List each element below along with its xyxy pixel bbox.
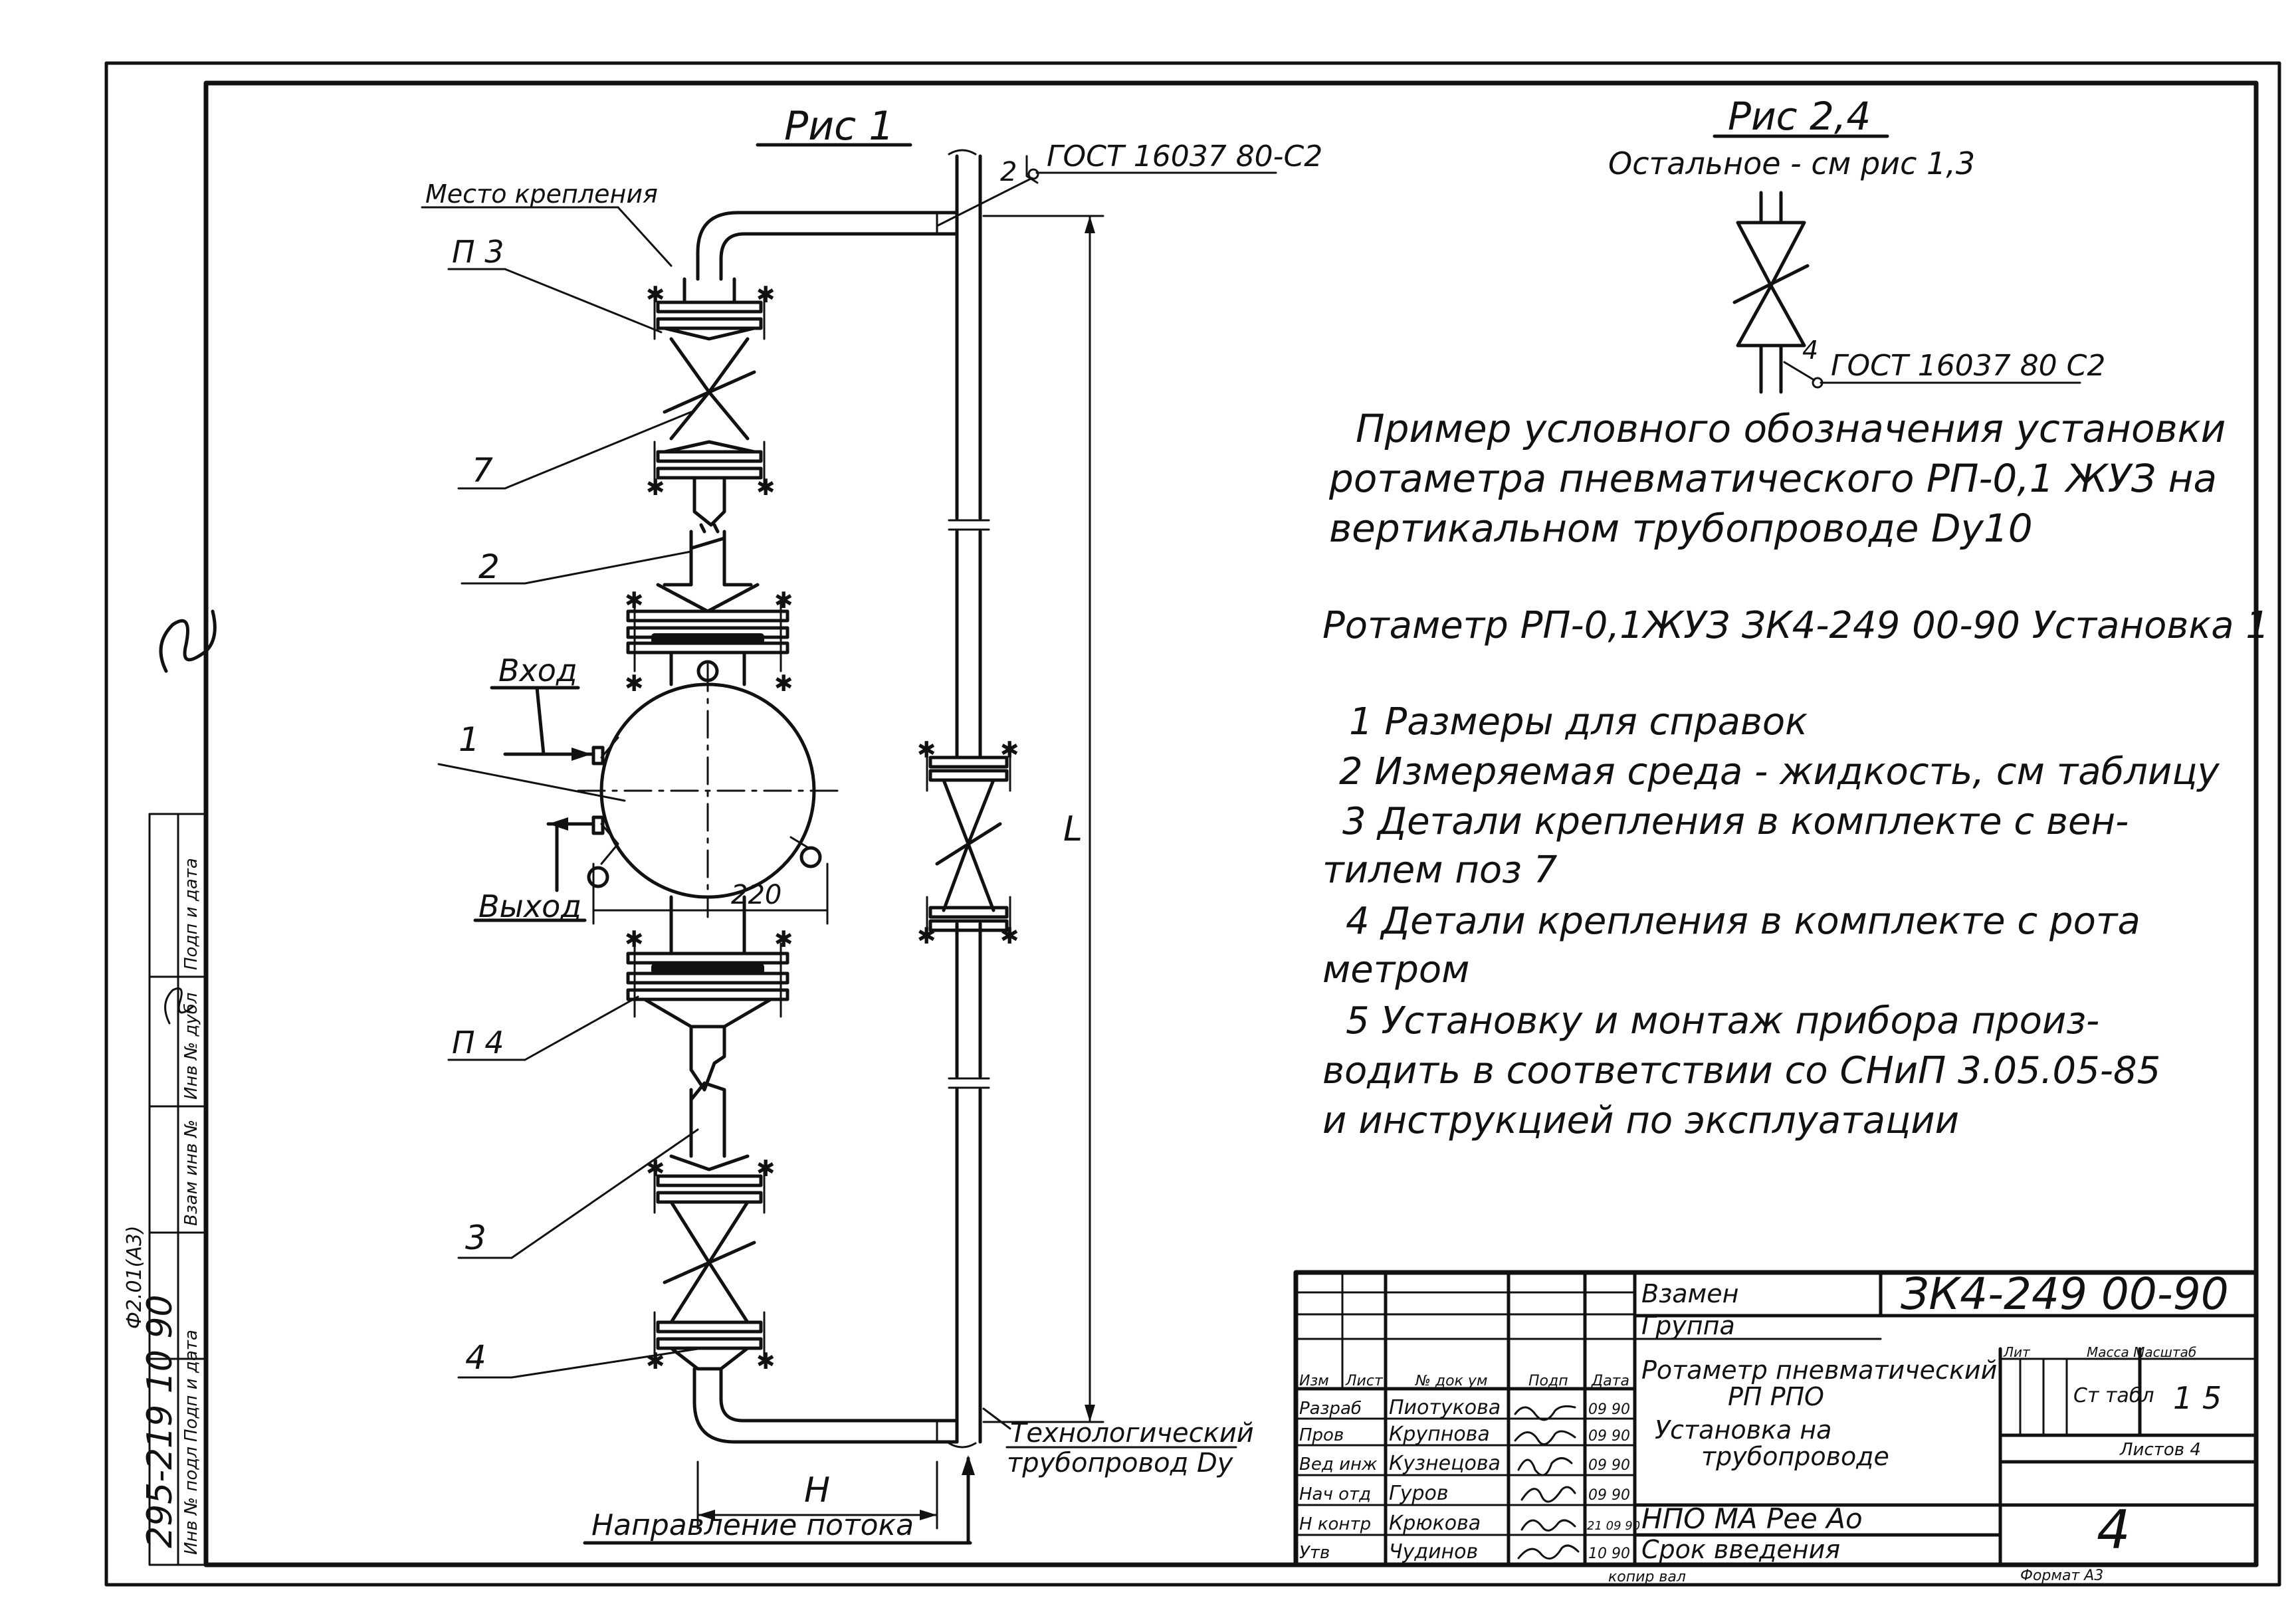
- tb-copy: копир вал: [1608, 1569, 1686, 1585]
- fig2-gost-num: 4: [1802, 336, 1819, 365]
- label-mount: Место крепления: [425, 179, 658, 209]
- svg-text:✱: ✱: [625, 926, 644, 953]
- svg-text:✱: ✱: [1000, 737, 1019, 763]
- tb-name-5: Чудинов: [1389, 1540, 1479, 1563]
- stamp-label-2: Взам инв №: [181, 1120, 201, 1226]
- tb-name-0: Пиотукова: [1389, 1396, 1501, 1419]
- svg-text:✱: ✱: [1000, 923, 1019, 950]
- svg-text:✱: ✱: [625, 587, 644, 614]
- process-pipe: [917, 150, 1019, 1447]
- tb-col-3: Подп: [1528, 1373, 1568, 1389]
- svg-text:✱: ✱: [646, 282, 665, 308]
- note-8: и инструкцией по эксплуатации: [1322, 1099, 1960, 1142]
- fig1-title: Рис 1: [784, 103, 894, 150]
- label-flow: Направление потока: [591, 1508, 914, 1542]
- nipple-3: [691, 1083, 724, 1156]
- upper-valve: [646, 279, 776, 532]
- tb-name-4: Крюкова: [1389, 1512, 1481, 1535]
- tb-col-0: Изм: [1299, 1373, 1329, 1389]
- signature-row-2: [1518, 1459, 1572, 1476]
- tb-role-1: Пров: [1299, 1425, 1344, 1445]
- rotameter-upper-flange: [625, 585, 793, 697]
- dim-H: Н: [804, 1470, 831, 1510]
- stamp-label-3: Инв № дубл: [181, 992, 201, 1100]
- tb-date-4: 21 09 90: [1587, 1519, 1641, 1533]
- note-3: тилем поз 7: [1322, 849, 1558, 892]
- tb-date-1: 09 90: [1588, 1428, 1630, 1445]
- tb-gruppa: Группа: [1641, 1311, 1735, 1340]
- fig2-gost-tag: ГОСТ 16037 80 С2: [1831, 349, 2106, 383]
- svg-text:✱: ✱: [646, 1156, 665, 1182]
- tb-format: Формат А3: [2020, 1567, 2104, 1584]
- dim-L: L: [1063, 809, 1083, 849]
- tb-name-line-2: Установка на: [1655, 1415, 1832, 1445]
- label-inlet: Вход: [498, 653, 577, 688]
- label-pipe-1: Технологический: [1010, 1418, 1254, 1449]
- tb-name-1: Крупнова: [1389, 1423, 1490, 1446]
- tb-date-5: 10 90: [1588, 1546, 1630, 1562]
- fig2-valve: [1734, 193, 1808, 392]
- label-2: 2: [478, 548, 500, 586]
- svg-text:✱: ✱: [756, 282, 776, 308]
- tb-date-3: 09 90: [1588, 1487, 1630, 1504]
- tb-name-2: Кузнецова: [1389, 1452, 1501, 1475]
- fig1-gost-num: 2: [1000, 157, 1017, 187]
- signature-row-5: [1518, 1546, 1578, 1559]
- side-stamp: [123, 611, 215, 1565]
- signature-row-1: [1515, 1431, 1575, 1445]
- label-p4: П 4: [452, 1025, 504, 1060]
- label-outlet: Выход: [478, 888, 582, 924]
- label-7: 7: [472, 451, 493, 490]
- tb-vzamen: Взамен: [1641, 1279, 1739, 1308]
- tb-role-3: Нач отд: [1299, 1484, 1372, 1504]
- note-7: водить в соответствии со СНиП 3.05.05-85: [1322, 1049, 2161, 1092]
- stamp-date: 19 10 90: [140, 1294, 180, 1449]
- tb-date-2: 09 90: [1588, 1457, 1630, 1474]
- note-0: 1 Размеры для справок: [1349, 700, 1808, 744]
- tb-scale: 1 5: [2173, 1380, 2222, 1416]
- svg-text:✱: ✱: [756, 474, 776, 501]
- tb-name-line-0: Ротаметр пневматический: [1641, 1356, 1998, 1385]
- note-2: 3 Детали крепления в комплекте с вен-: [1342, 800, 2129, 843]
- tb-role-0: Разраб: [1299, 1399, 1362, 1419]
- note-5: метром: [1322, 948, 1470, 991]
- rotameter-lower-flange: [625, 897, 793, 1090]
- note-1: 2 Измеряемая среда - жидкость, см таблицу: [1339, 750, 2220, 793]
- tb-name-line-3: трубопроводе: [1701, 1442, 1889, 1471]
- fig1-gost-tag: ГОСТ 16037 80-С2: [1047, 140, 1323, 173]
- stamp-inv: 295-2: [140, 1447, 180, 1548]
- note-4: 4 Детали крепления в комплекте с рота: [1346, 900, 2140, 943]
- fig2-subtitle: Остальное - см рис 1,3: [1608, 146, 1976, 181]
- tb-stage: Ст табл: [2073, 1384, 2154, 1407]
- signature-row-3: [1522, 1487, 1575, 1502]
- tb-sheets-label: Листов 4: [2120, 1440, 2201, 1460]
- svg-text:✱: ✱: [646, 1348, 665, 1375]
- label-4: 4: [465, 1338, 486, 1377]
- stamp-label-4: Подп и дата: [181, 858, 201, 970]
- tb-org: НПО МА Рее Ао: [1641, 1502, 1863, 1535]
- lower-valve: [646, 1156, 776, 1375]
- upper-bend: [698, 213, 957, 279]
- note-6: 5 Установку и монтаж прибора произ-: [1346, 999, 2100, 1043]
- svg-text:✱: ✱: [774, 926, 793, 953]
- tb-name-3: Гуров: [1389, 1482, 1449, 1505]
- tb-sheet-number: 4: [2097, 1499, 2131, 1561]
- signature-row-4: [1522, 1520, 1575, 1530]
- tb-doc-code: ЗК4-249 00-90: [1901, 1268, 2229, 1320]
- example-line-1: ротаметра пневматического РП-0,1 ЖУЗ на: [1329, 456, 2217, 501]
- tb-name-line-1: РП РПО: [1728, 1382, 1824, 1411]
- stamp-label-0: Инв № подл: [181, 1447, 201, 1555]
- label-p3: П 3: [452, 234, 504, 270]
- tb-col-2: № док ум: [1415, 1373, 1488, 1389]
- label-3: 3: [465, 1219, 486, 1257]
- svg-text:✱: ✱: [625, 670, 644, 697]
- fig2-title: Рис 2,4: [1728, 94, 1871, 139]
- nipple-2: [691, 532, 724, 585]
- tb-lit-label: Лит: [2004, 1344, 2030, 1360]
- tb-role-5: Утв: [1299, 1543, 1330, 1563]
- lower-bend: [694, 1369, 957, 1442]
- dim-220: 220: [731, 880, 782, 910]
- svg-text:✱: ✱: [774, 587, 793, 614]
- tb-role-4: Н контр: [1299, 1514, 1372, 1534]
- tb-srok: Срок введения: [1641, 1535, 1841, 1564]
- svg-text:✱: ✱: [774, 670, 793, 697]
- example-line-2: вертикальном трубопроводе Dу10: [1329, 506, 2033, 551]
- stamp-form: Ф2.01(А3): [123, 1225, 146, 1329]
- label-pipe-2: трубопровод Dу: [1007, 1448, 1233, 1478]
- tb-sheet-header: Масса Масштаб: [2087, 1344, 2197, 1360]
- tb-date-0: 09 90: [1588, 1401, 1630, 1418]
- tb-col-4: Дата: [1592, 1373, 1629, 1389]
- designation: Ротаметр РП-0,1ЖУЗ ЗК4-249 00-90 Установка 1: [1322, 604, 2269, 647]
- example-line-0: Пример условного обозначения установки: [1356, 406, 2226, 451]
- stamp-label-1: Подп и дата: [181, 1330, 201, 1442]
- svg-text:✱: ✱: [917, 923, 936, 950]
- svg-text:✱: ✱: [646, 474, 665, 501]
- svg-text:✱: ✱: [756, 1156, 776, 1182]
- svg-text:✱: ✱: [917, 737, 936, 763]
- tb-role-2: Вед инж: [1299, 1455, 1378, 1474]
- label-1: 1: [459, 720, 480, 759]
- svg-text:✱: ✱: [756, 1348, 776, 1375]
- rotameter-body: [578, 664, 844, 917]
- tb-col-1: Лист: [1346, 1373, 1383, 1389]
